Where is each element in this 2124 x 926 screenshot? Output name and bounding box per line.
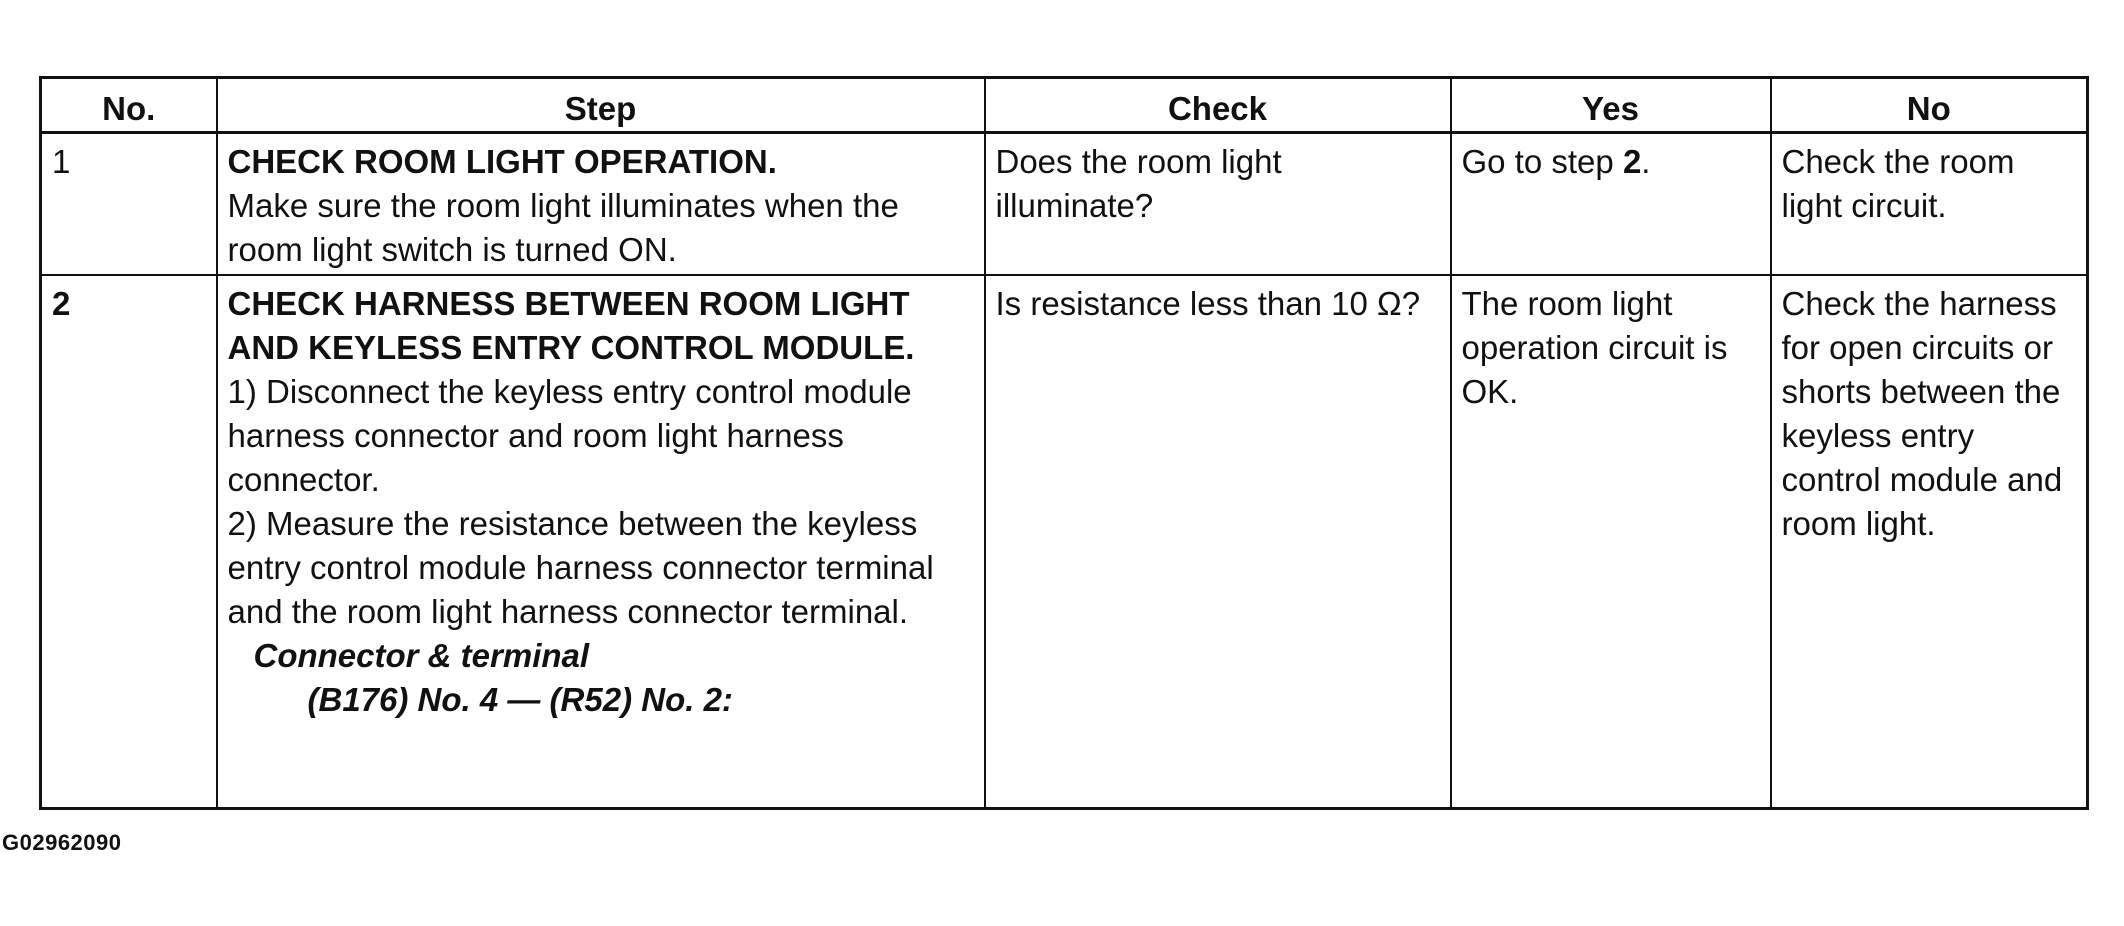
row-2-step [217, 275, 985, 808]
table-row [41, 133, 2088, 276]
row-1-number: 1 [41, 133, 217, 276]
row-2-step-item-2: 2) Measure the resistance between the keyless entry control module harness connector terminal and the room light harness connector terminal. [227, 505, 934, 630]
header-no-result: No [1771, 78, 2088, 133]
row-1-step-text: Make sure the room light illuminates when the room light switch is turned ON. [227, 187, 899, 268]
row-1-yes-suffix: . [1641, 143, 1651, 180]
header-step: Step [217, 78, 985, 133]
figure-id: G02962090 [2, 830, 122, 855]
table-header-row [41, 78, 2088, 133]
connector-terminal-label: Connector & terminal [253, 637, 590, 674]
header-yes: Yes [1451, 78, 1771, 133]
row-2-step-item-1: 1) Disconnect the keyless entry control module harness connector and room light harness connector. [227, 373, 912, 498]
row-2-no: Check the harness for open circuits or shorts between the keyless entry control module and room light. [1771, 275, 2088, 808]
header-no: No. [41, 78, 217, 133]
row-2-number: 2 [41, 275, 217, 808]
row-1-check: Does the room light illuminate? [985, 133, 1451, 276]
table-row [41, 275, 2088, 808]
connector-terminal-value: (B176) No. 4 — (R52) No. 2: [307, 681, 733, 718]
diagnostic-table [39, 76, 2089, 810]
row-1-yes-prefix: Go to step [1461, 143, 1623, 180]
row-1-step [217, 133, 985, 276]
row-1-step-title: CHECK ROOM LIGHT OPERATION. [227, 143, 777, 180]
header-check: Check [985, 78, 1451, 133]
row-1-no: Check the room light circuit. [1771, 133, 2088, 276]
row-1-yes-step: 2 [1622, 143, 1642, 180]
row-2-yes: The room light operation circuit is OK. [1451, 275, 1771, 808]
row-1-yes [1451, 133, 1771, 276]
row-2-step-title: CHECK HARNESS BETWEEN ROOM LIGHT AND KEYLESS ENTRY CONTROL MODULE. [227, 285, 915, 366]
row-2-check: Is resistance less than 10 Ω? [985, 275, 1451, 808]
